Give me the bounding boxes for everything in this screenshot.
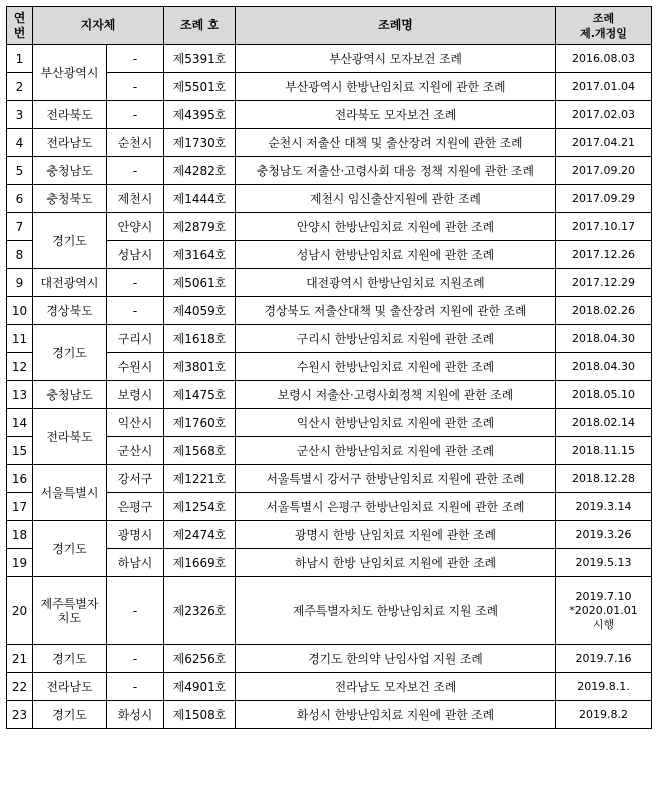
row-ordinance-name: 전라남도 모자보건 조례	[236, 673, 556, 701]
header-date: 조례 제.개정일	[556, 7, 652, 45]
row-code: 제1508호	[164, 701, 236, 729]
ordinance-table	[6, 6, 652, 729]
row-num: 14	[7, 409, 33, 437]
row-date: 2018.04.30	[556, 353, 652, 381]
header-region: 지자체	[33, 7, 164, 45]
table-row	[7, 673, 652, 701]
row-code: 제5501호	[164, 73, 236, 101]
row-sub-region: -	[107, 673, 164, 701]
row-date: 2018.02.14	[556, 409, 652, 437]
row-code: 제1669호	[164, 549, 236, 577]
row-date: 2019.5.13	[556, 549, 652, 577]
row-code: 제1568호	[164, 437, 236, 465]
row-region: 충청북도	[33, 185, 107, 213]
row-ordinance-name: 구리시 한방난임치료 지원에 관한 조례	[236, 325, 556, 353]
row-date: 2016.08.03	[556, 45, 652, 73]
row-region: 충청남도	[33, 157, 107, 185]
row-num: 5	[7, 157, 33, 185]
row-date: 2019.3.26	[556, 521, 652, 549]
row-sub-region: -	[107, 269, 164, 297]
row-sub-region: 순천시	[107, 129, 164, 157]
row-date: 2018.11.15	[556, 437, 652, 465]
row-num: 16	[7, 465, 33, 493]
table-row	[7, 325, 652, 353]
table-row	[7, 213, 652, 241]
table-row	[7, 521, 652, 549]
header-ordinance-no: 조례 호	[164, 7, 236, 45]
row-code: 제4395호	[164, 101, 236, 129]
row-date: 2018.05.10	[556, 381, 652, 409]
table-header-row	[7, 7, 652, 45]
row-ordinance-name: 경기도 한의약 난임사업 지원 조례	[236, 645, 556, 673]
table-row	[7, 297, 652, 325]
table-row	[7, 101, 652, 129]
row-date: 2019.3.14	[556, 493, 652, 521]
row-code: 제2879호	[164, 213, 236, 241]
row-num: 10	[7, 297, 33, 325]
row-sub-region: -	[107, 101, 164, 129]
row-num: 6	[7, 185, 33, 213]
row-ordinance-name: 대전광역시 한방난임치료 지원조례	[236, 269, 556, 297]
row-date: 2019.8.2	[556, 701, 652, 729]
row-date: 2017.02.03	[556, 101, 652, 129]
row-region: 전라북도	[33, 409, 107, 465]
row-date: 2017.10.17	[556, 213, 652, 241]
row-code: 제6256호	[164, 645, 236, 673]
row-ordinance-name: 성남시 한방난임치료 지원에 관한 조례	[236, 241, 556, 269]
row-date: 2017.12.26	[556, 241, 652, 269]
row-ordinance-name: 안양시 한방난임치료 지원에 관한 조례	[236, 213, 556, 241]
row-sub-region: -	[107, 73, 164, 101]
row-region: 경기도	[33, 213, 107, 269]
table-row	[7, 465, 652, 493]
row-date: 2019.7.10 *2020.01.01 시행	[556, 577, 652, 645]
row-region: 대전광역시	[33, 269, 107, 297]
row-date: 2017.09.20	[556, 157, 652, 185]
header-num: 연 번	[7, 7, 33, 45]
row-region: 전라남도	[33, 673, 107, 701]
row-ordinance-name: 전라북도 모자보건 조례	[236, 101, 556, 129]
row-date: 2017.09.29	[556, 185, 652, 213]
row-region: 전라남도	[33, 129, 107, 157]
row-ordinance-name: 서울특별시 강서구 한방난임치료 지원에 관한 조례	[236, 465, 556, 493]
row-num: 7	[7, 213, 33, 241]
row-ordinance-name: 부산광역시 모자보건 조례	[236, 45, 556, 73]
row-code: 제4282호	[164, 157, 236, 185]
row-num: 18	[7, 521, 33, 549]
row-sub-region: 익산시	[107, 409, 164, 437]
row-num: 1	[7, 45, 33, 73]
row-sub-region: 보령시	[107, 381, 164, 409]
table-row	[7, 157, 652, 185]
row-sub-region: 은평구	[107, 493, 164, 521]
row-code: 제2474호	[164, 521, 236, 549]
row-code: 제3801호	[164, 353, 236, 381]
row-code: 제1618호	[164, 325, 236, 353]
row-code: 제1221호	[164, 465, 236, 493]
row-region: 경상북도	[33, 297, 107, 325]
row-region: 충청남도	[33, 381, 107, 409]
row-code: 제1254호	[164, 493, 236, 521]
table-row	[7, 185, 652, 213]
row-ordinance-name: 수원시 한방난임치료 지원에 관한 조례	[236, 353, 556, 381]
row-ordinance-name: 순천시 저출산 대책 및 출산장려 지원에 관한 조례	[236, 129, 556, 157]
row-region: 전라북도	[33, 101, 107, 129]
row-ordinance-name: 경상북도 저출산대책 및 출산장려 지원에 관한 조례	[236, 297, 556, 325]
row-ordinance-name: 하남시 한방 난임치료 지원에 관한 조례	[236, 549, 556, 577]
row-sub-region: 수원시	[107, 353, 164, 381]
row-sub-region: 성남시	[107, 241, 164, 269]
row-code: 제1730호	[164, 129, 236, 157]
row-region: 경기도	[33, 325, 107, 381]
row-code: 제5061호	[164, 269, 236, 297]
row-date: 2018.04.30	[556, 325, 652, 353]
row-num: 13	[7, 381, 33, 409]
row-num: 21	[7, 645, 33, 673]
row-code: 제1475호	[164, 381, 236, 409]
row-sub-region: -	[107, 157, 164, 185]
row-num: 22	[7, 673, 33, 701]
row-sub-region: 강서구	[107, 465, 164, 493]
table-row	[7, 381, 652, 409]
row-sub-region: -	[107, 297, 164, 325]
row-region: 경기도	[33, 701, 107, 729]
row-region: 경기도	[33, 521, 107, 577]
row-num: 12	[7, 353, 33, 381]
row-num: 9	[7, 269, 33, 297]
row-sub-region: -	[107, 577, 164, 645]
row-region: 서울특별시	[33, 465, 107, 521]
table-row	[7, 269, 652, 297]
table-row	[7, 409, 652, 437]
row-num: 4	[7, 129, 33, 157]
table-row	[7, 645, 652, 673]
table-row	[7, 45, 652, 73]
row-num: 8	[7, 241, 33, 269]
row-date: 2017.04.21	[556, 129, 652, 157]
row-code: 제1444호	[164, 185, 236, 213]
row-sub-region: -	[107, 645, 164, 673]
row-code: 제3164호	[164, 241, 236, 269]
row-code: 제1760호	[164, 409, 236, 437]
row-sub-region: 화성시	[107, 701, 164, 729]
row-ordinance-name: 충청남도 저출산·고령사회 대응 정책 지원에 관한 조례	[236, 157, 556, 185]
row-code: 제4059호	[164, 297, 236, 325]
row-num: 15	[7, 437, 33, 465]
row-date: 2017.12.29	[556, 269, 652, 297]
row-code: 제5391호	[164, 45, 236, 73]
table-row	[7, 577, 652, 645]
row-code: 제4901호	[164, 673, 236, 701]
row-num: 20	[7, 577, 33, 645]
row-ordinance-name: 서울특별시 은평구 한방난임치료 지원에 관한 조례	[236, 493, 556, 521]
row-region: 제주특별자 치도	[33, 577, 107, 645]
row-code: 제2326호	[164, 577, 236, 645]
row-num: 11	[7, 325, 33, 353]
row-date: 2019.7.16	[556, 645, 652, 673]
table-row	[7, 129, 652, 157]
row-sub-region: 제천시	[107, 185, 164, 213]
row-ordinance-name: 익산시 한방난임치료 지원에 관한 조례	[236, 409, 556, 437]
row-sub-region: 하남시	[107, 549, 164, 577]
row-sub-region: 군산시	[107, 437, 164, 465]
row-sub-region: 안양시	[107, 213, 164, 241]
row-num: 2	[7, 73, 33, 101]
row-date: 2018.02.26	[556, 297, 652, 325]
row-ordinance-name: 광명시 한방 난임치료 지원에 관한 조례	[236, 521, 556, 549]
row-num: 23	[7, 701, 33, 729]
row-ordinance-name: 제주특별자치도 한방난임치료 지원 조례	[236, 577, 556, 645]
row-ordinance-name: 화성시 한방난임치료 지원에 관한 조례	[236, 701, 556, 729]
row-date: 2019.8.1.	[556, 673, 652, 701]
row-ordinance-name: 보령시 저출산·고령사회정책 지원에 관한 조례	[236, 381, 556, 409]
header-ordinance-name: 조례명	[236, 7, 556, 45]
row-num: 3	[7, 101, 33, 129]
row-num: 17	[7, 493, 33, 521]
row-region: 경기도	[33, 645, 107, 673]
row-ordinance-name: 군산시 한방난임치료 지원에 관한 조례	[236, 437, 556, 465]
row-ordinance-name: 제천시 임신출산지원에 관한 조례	[236, 185, 556, 213]
row-sub-region: 광명시	[107, 521, 164, 549]
row-region: 부산광역시	[33, 45, 107, 101]
row-sub-region: -	[107, 45, 164, 73]
row-ordinance-name: 부산광역시 한방난임치료 지원에 관한 조례	[236, 73, 556, 101]
row-num: 19	[7, 549, 33, 577]
row-sub-region: 구리시	[107, 325, 164, 353]
row-date: 2018.12.28	[556, 465, 652, 493]
row-date: 2017.01.04	[556, 73, 652, 101]
table-row	[7, 701, 652, 729]
